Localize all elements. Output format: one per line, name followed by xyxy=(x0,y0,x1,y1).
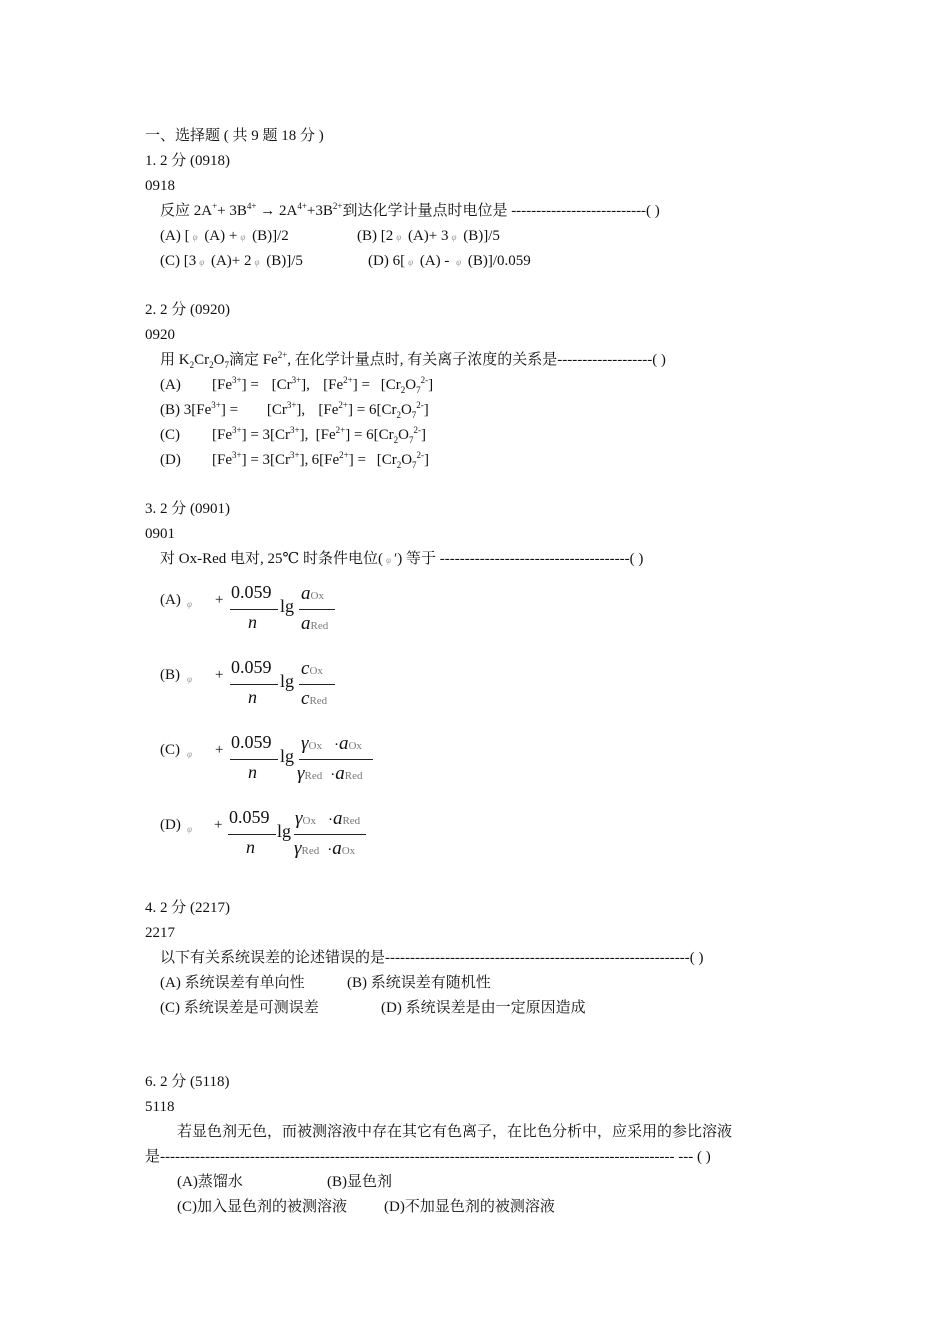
q2-code: 0920 xyxy=(145,327,175,343)
q1-option-b: (B) [2 φ (A)+ 3 φ (B)]/5 xyxy=(357,228,500,244)
q1-option-d: (D) 6[ φ (A) - φ (B)]/0.059 xyxy=(368,253,531,269)
q4-option-b: (B) 系统误差有随机性 xyxy=(347,975,491,991)
q1-header: 1. 2 分 (0918) xyxy=(145,153,230,169)
q6-option-c: (C)加入显色剂的被测溶液 xyxy=(177,1199,347,1215)
q4-option-a: (A) 系统误差有单向性 xyxy=(160,975,305,991)
q1-option-c: (C) [3 φ (A)+ 2 φ (B)]/5 xyxy=(160,253,303,269)
q3-stem: 对 Ox-Red 电对, 25℃ 时条件电位( φ ′) 等于 --------------------------------------( ) xyxy=(160,551,644,567)
q4-option-c: (C) 系统误差是可测误差 xyxy=(160,1000,319,1016)
q6-stem-line2: 是------------------------------------------------------------------------------------------------------- --- ( ) xyxy=(145,1149,711,1165)
q2-option-d: (D) $[Fe^{3+}] = 3[Cr^{3+}]$, $6[Fe^{2+}] = [Cr_2O_7^{2-}]$ xyxy=(160,450,430,470)
q1-stem: 反应 $2A^++ 3B^{4+} \to 2A^{4+}+3B^{2+}$到达化学计量点时电位是 ---------------------------( ) xyxy=(160,201,660,219)
q4-stem: 以下有关系统误差的论述错误的是-------------------------------------------------------------( ) xyxy=(160,950,704,966)
q3-option-d: (D) φ + 0.059 n lg γOx ·aRed γRed ·aOx xyxy=(160,803,400,865)
q4-code: 2217 xyxy=(145,925,175,941)
q1-option-a: (A) [ φ (A) + φ (B)]/2 xyxy=(160,228,289,244)
q3-header: 3. 2 分 (0901) xyxy=(145,501,230,517)
q6-header: 6. 2 分 (5118) xyxy=(145,1074,230,1090)
section-title: 一、选择题 ( 共 9 题 18 分 ) xyxy=(145,128,324,144)
q4-option-d: (D) 系统误差是由一定原因造成 xyxy=(381,1000,586,1016)
q6-option-d: (D)不加显色剂的被测溶液 xyxy=(384,1199,555,1215)
q2-header: 2. 2 分 (0920) xyxy=(145,302,230,318)
q2-option-b: (B) $3[Fe^{3+}] = [Cr^{3+}]$, $[Fe^{2+}] = 6[Cr_2O_7^{2-}]$ xyxy=(160,400,429,420)
q3-option-a: (A) φ + 0.059 n lg aOx aRed xyxy=(160,578,380,640)
q4-header: 4. 2 分 (2217) xyxy=(145,900,230,916)
q6-option-a: (A)蒸馏水 xyxy=(177,1174,243,1190)
q2-option-c: (C) $[Fe^{3+}] = 3[Cr^{3+}]$, $[Fe^{2+}] = 6[Cr_2O_7^{2-}]$ xyxy=(160,425,427,445)
q3-code: 0901 xyxy=(145,526,175,542)
q2-option-a: (A) $[Fe^{3+}] = [Cr^{3+}]$, $[Fe^{2+}] = [Cr_2O_7^{2-}]$ xyxy=(160,375,434,395)
q2-stem: 用 $K_2Cr_2O_7$滴定 $Fe^{2+}$, 在化学计量点时, 有关离子浓度的关系是-------------------( ) xyxy=(160,350,666,370)
q1-code: 0918 xyxy=(145,178,175,194)
q6-code: 5118 xyxy=(145,1099,175,1115)
q3-option-c: (C) φ + 0.059 n lg γOx ·aOx γRed ·aRed xyxy=(160,728,400,790)
q6-option-b: (B)显色剂 xyxy=(327,1174,392,1190)
q6-stem-line1: 若显色剂无色，而被测溶液中存在其它有色离子，在比色分析中，应采用的参比溶液 xyxy=(177,1124,733,1140)
q3-option-b: (B) φ + 0.059 n lg cOx cRed xyxy=(160,653,380,715)
phi-symbol: φ xyxy=(192,232,198,242)
